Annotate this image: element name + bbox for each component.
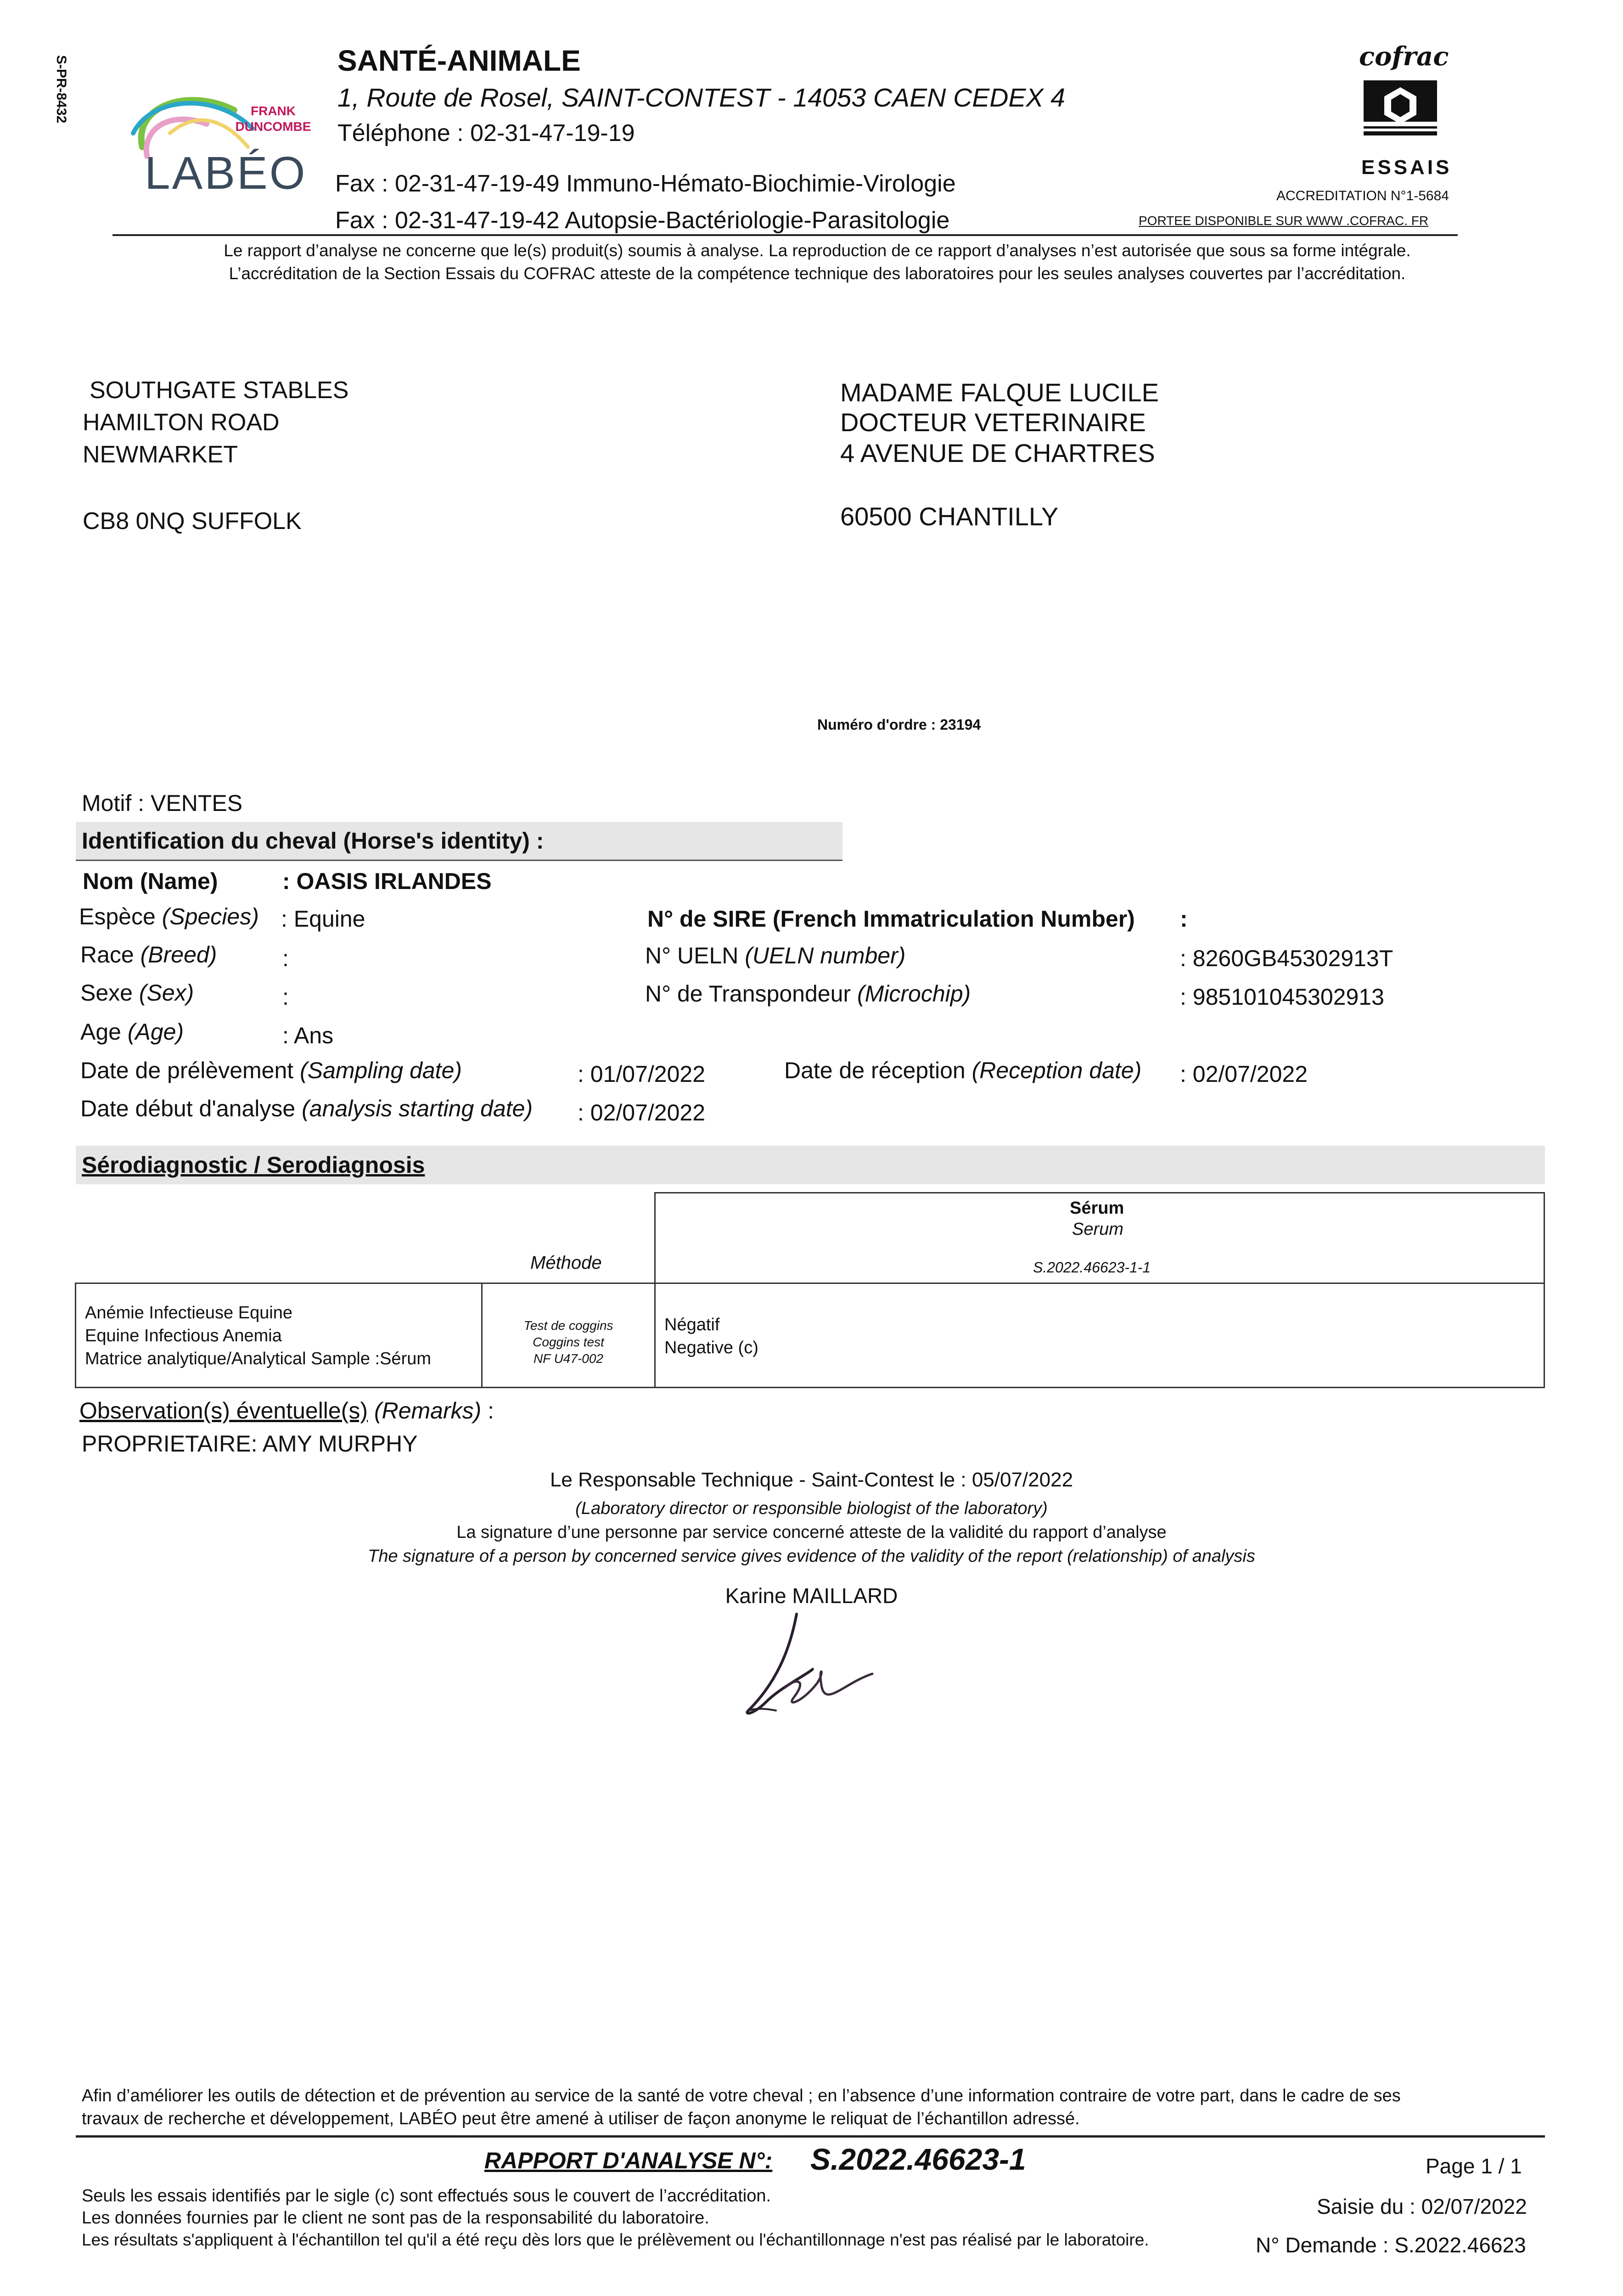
start-date-label-en: (analysis starting date) bbox=[302, 1096, 533, 1121]
transponder-label-en: (Microchip) bbox=[857, 981, 971, 1007]
lab-address: 1, Route de Rosel, SAINT-CONTEST - 14053 CAEN CEDEX 4 bbox=[337, 83, 1066, 113]
signature-line-3: La signature d’une personne par service concerné atteste de la validité du rapport d’analyse bbox=[456, 1523, 1167, 1542]
start-date-value: : 02/07/2022 bbox=[578, 1100, 706, 1125]
age-label-fr: Age bbox=[80, 1019, 121, 1045]
client-line-4: CB8 0NQ SUFFOLK bbox=[83, 508, 302, 535]
results-value-cell bbox=[654, 1283, 1545, 1388]
sire-label: N° de SIRE (French Immatriculation Number) bbox=[647, 906, 1135, 932]
disclaimer-line-2: L’accréditation de la Section Essais du COFRAC atteste de la compétence technique des laboratoires pour les seules analyses couvertes par l’accréditation. bbox=[229, 264, 1406, 283]
labeo-logo bbox=[115, 78, 326, 197]
species-value: : Equine bbox=[281, 906, 365, 932]
breed-label bbox=[80, 941, 217, 968]
cofrac-accreditation: ACCREDITATION N°1-5684 bbox=[1276, 188, 1449, 203]
cofrac-emblem-icon bbox=[1361, 78, 1439, 138]
method-line-1: Test de coggins bbox=[523, 1318, 613, 1333]
start-date-label-fr: Date début d'analyse bbox=[80, 1096, 296, 1121]
recipient-line-2: DOCTEUR VETERINAIRE bbox=[840, 408, 1146, 437]
serodiag-section-title: Sérodiagnostic / Serodiagnosis bbox=[82, 1152, 425, 1178]
sampling-date-label-fr: Date de prélèvement bbox=[80, 1058, 294, 1083]
report-number: S.2022.46623-1 bbox=[810, 2142, 1026, 2176]
breed-value: : bbox=[282, 945, 289, 971]
lab-fax-1: Fax : 02-31-47-19-49 Immuno-Hémato-Biochimie-Virologie bbox=[335, 170, 956, 197]
disclaimer-line-1: Le rapport d’analyse ne concerne que le(s) produit(s) soumis à analyse. La reproduction de ce rapport d’analyses n’est autorisée que sous sa forme intégrale. bbox=[224, 241, 1411, 260]
footer-notice-1: Afin d’améliorer les outils de détection et de prévention au service de la santé de votre cheval ; en l’absence d’une information contraire de votre part, dans le cadre de ses bbox=[82, 2086, 1401, 2105]
name-label: Nom (Name) bbox=[83, 868, 218, 894]
start-date-label bbox=[80, 1095, 533, 1122]
lab-phone: Téléphone : 02-31-47-19-19 bbox=[337, 120, 635, 146]
species-label bbox=[79, 903, 259, 930]
sire-value: : bbox=[1180, 906, 1188, 932]
sample-id: S.2022.46623-1-1 bbox=[1033, 1259, 1151, 1276]
sampling-date-label-en: (Sampling date) bbox=[300, 1058, 462, 1083]
method-line-2: Coggins test bbox=[533, 1335, 604, 1349]
reception-date-label-en: (Reception date) bbox=[972, 1058, 1142, 1083]
cofrac-essais-label: ESSAIS bbox=[1361, 156, 1452, 179]
age-value: : Ans bbox=[282, 1023, 334, 1048]
transponder-label bbox=[645, 980, 971, 1007]
breed-label-en: (Breed) bbox=[140, 942, 217, 968]
reception-date-label bbox=[784, 1057, 1141, 1084]
page-indicator: Page 1 / 1 bbox=[1426, 2154, 1522, 2178]
cofrac-logo bbox=[1354, 41, 1452, 179]
sex-label bbox=[80, 979, 194, 1006]
footer-notice-2: travaux de recherche et développement, LABÉO peut être amené à utiliser de façon anonyme le reliquat de l’échantillon adressé. bbox=[82, 2109, 1080, 2128]
lab-name: SANTÉ-ANIMALE bbox=[337, 44, 581, 77]
signature-line-2: (Laboratory director or responsible biologist of the laboratory) bbox=[575, 1499, 1048, 1518]
remarks-label-en: (Remarks) bbox=[374, 1398, 482, 1424]
footer-legal-1: Seuls les essais identifiés par le sigle (c) sont effectués sous le couvert de l’accréditation. bbox=[82, 2186, 771, 2206]
signature-line-1: Le Responsable Technique - Saint-Contest le : 05/07/2022 bbox=[550, 1469, 1073, 1491]
lab-fax-2: Fax : 02-31-47-19-42 Autopsie-Bactériologie-Parasitologie bbox=[335, 207, 950, 234]
age-label bbox=[80, 1019, 184, 1045]
method-line-3: NF U47-002 bbox=[533, 1351, 603, 1366]
test-name-en: Equine Infectious Anemia bbox=[85, 1326, 282, 1345]
signatory-name: Karine MAILLARD bbox=[725, 1584, 898, 1608]
species-label-fr: Espèce bbox=[79, 904, 156, 929]
footer-divider bbox=[76, 2135, 1545, 2138]
sample-header: Sérum bbox=[1070, 1199, 1124, 1218]
cofrac-brand: cofrac bbox=[1359, 41, 1449, 72]
transponder-label-fr: N° de Transpondeur bbox=[645, 981, 851, 1007]
name-value: : OASIS IRLANDES bbox=[282, 868, 492, 894]
remarks-label-fr: Observation(s) éventuelle(s) bbox=[79, 1398, 368, 1424]
footer-legal-2: Les données fournies par le client ne sont pas de la responsabilité du laboratoire. bbox=[82, 2208, 709, 2228]
reception-date-label-fr: Date de réception bbox=[784, 1058, 966, 1083]
test-name-fr: Anémie Infectieuse Equine bbox=[85, 1303, 293, 1322]
sex-label-en: (Sex) bbox=[139, 980, 194, 1006]
method-header: Méthode bbox=[530, 1253, 602, 1273]
header-divider bbox=[112, 234, 1458, 236]
client-line-3: NEWMARKET bbox=[83, 441, 238, 468]
report-number-label: RAPPORT D'ANALYSE N°: bbox=[484, 2148, 773, 2173]
ueln-label bbox=[645, 942, 905, 969]
age-label-en: (Age) bbox=[127, 1019, 184, 1045]
order-number: Numéro d'ordre : 23194 bbox=[817, 716, 981, 733]
saisie-date: Saisie du : 02/07/2022 bbox=[1317, 2195, 1527, 2218]
footer-legal-3: Les résultats s'appliquent à l'échantillon tel qu'il a été reçu dès lors que le prélèvement ou l'échantillonnage n'est pas réalisé par le laboratoire. bbox=[82, 2230, 1149, 2249]
document-code: S-PR-8432 bbox=[54, 55, 69, 124]
handwritten-signature bbox=[739, 1609, 877, 1720]
identity-section-title: Identification du cheval (Horse's identity) : bbox=[82, 828, 544, 854]
remarks-colon: : bbox=[488, 1398, 494, 1424]
reception-date-value: : 02/07/2022 bbox=[1180, 1061, 1308, 1087]
remarks-text: PROPRIETAIRE: AMY MURPHY bbox=[82, 1431, 418, 1457]
species-label-en: (Species) bbox=[162, 904, 259, 929]
result-en: Negative (c) bbox=[664, 1338, 758, 1357]
recipient-line-4: 60500 CHANTILLY bbox=[840, 502, 1059, 531]
demande-number: N° Demande : S.2022.46623 bbox=[1256, 2233, 1526, 2257]
sex-label-fr: Sexe bbox=[80, 980, 133, 1006]
sample-header-en: Serum bbox=[1072, 1220, 1123, 1239]
ueln-value: : 8260GB45302913T bbox=[1180, 945, 1393, 971]
recipient-line-1: MADAME FALQUE LUCILE bbox=[840, 378, 1159, 407]
sampling-date-value: : 01/07/2022 bbox=[578, 1061, 706, 1087]
recipient-line-3: 4 AVENUE DE CHARTRES bbox=[840, 439, 1155, 467]
signature-line-4: The signature of a person by concerned service gives evidence of the validity of the report (relationship) of analysis bbox=[368, 1547, 1255, 1566]
sampling-date-label bbox=[80, 1057, 462, 1084]
labeo-logo-subtitle: FRANK DUNCOMBE bbox=[235, 104, 311, 134]
breed-label-fr: Race bbox=[80, 942, 134, 968]
remarks-label bbox=[79, 1397, 494, 1424]
ueln-label-en: (UELN number) bbox=[745, 943, 906, 968]
client-line-1: SOUTHGATE STABLES bbox=[90, 377, 349, 404]
ueln-label-fr: N° UELN bbox=[645, 943, 739, 968]
cofrac-portee: PORTEE DISPONIBLE SUR WWW .COFRAC. FR bbox=[1139, 214, 1429, 228]
sex-value: : bbox=[282, 984, 289, 1010]
client-line-2: HAMILTON ROAD bbox=[83, 409, 280, 436]
result-fr: Négatif bbox=[664, 1315, 720, 1334]
test-matrix: Matrice analytique/Analytical Sample :Sérum bbox=[85, 1349, 432, 1368]
labeo-logo-text: LABÉO bbox=[145, 147, 307, 199]
transponder-value: : 985101045302913 bbox=[1180, 984, 1384, 1010]
motif: Motif : VENTES bbox=[82, 790, 243, 816]
